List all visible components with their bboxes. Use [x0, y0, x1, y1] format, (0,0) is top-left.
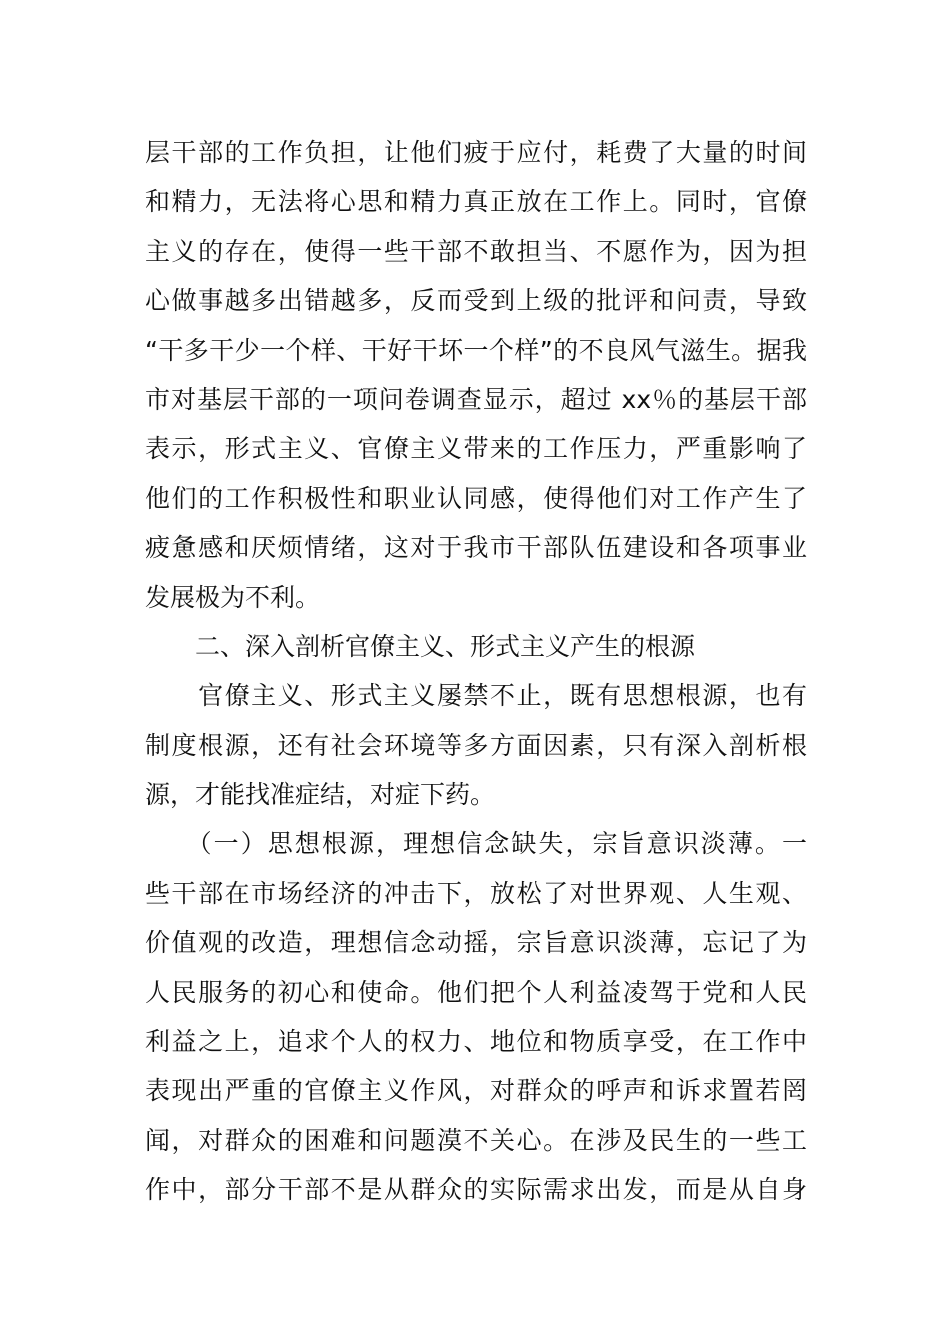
text-line: 利益之上，追求个人的权力、地位和物质享受，在工作中 [145, 1027, 807, 1057]
text-line: 疲惫感和厌烦情绪，这对于我市干部队伍建设和各项事业 [145, 533, 807, 563]
subsection-heading-line: （一）思想根源，理想信念缺失，宗旨意识淡薄。一 [145, 829, 807, 859]
text-line: 市对基层干部的一项问卷调查显示，超过 xx％的基层干部 [145, 384, 807, 414]
text-line: 表现出严重的官僚主义作风，对群众的呼声和诉求置若罔 [145, 1076, 807, 1106]
body-text [145, 128, 807, 1215]
paragraph-end-line: 发展极为不利。 [145, 582, 321, 612]
text-line: 制度根源，还有社会环境等多方面因素，只有深入剖析根 [145, 730, 807, 760]
text-line: “干多干少一个样、干好干坏一个样”的不良风气滋生。据我 [145, 335, 807, 365]
text-line: 闻，对群众的困难和问题漠不关心。在涉及民生的一些工 [145, 1125, 807, 1155]
text-line: 人民服务的初心和使命。他们把个人利益凌驾于党和人民 [145, 977, 807, 1007]
text-line: 和精力，无法将心思和精力真正放在工作上。同时，官僚 [145, 187, 807, 217]
text-line: 作中，部分干部不是从群众的实际需求出发，而是从自身 [145, 1175, 807, 1205]
text-line: 表示，形式主义、官僚主义带来的工作压力，严重影响了 [145, 434, 807, 464]
text-line: 主义的存在，使得一些干部不敢担当、不愿作为，因为担 [145, 236, 807, 266]
paragraph-end-line: 源，才能找准症结，对症下药。 [145, 780, 496, 810]
text-line: 心做事越多出错越多，反而受到上级的批评和问责，导致 [145, 286, 807, 316]
section-heading: 二、深入剖析官僚主义、形式主义产生的根源 [145, 631, 696, 661]
text-line: 官僚主义、形式主义屡禁不止，既有思想根源，也有 [145, 681, 807, 711]
text-line: 价值观的改造，理想信念动摇，宗旨意识淡薄，忘记了为 [145, 928, 807, 958]
text-line: 层干部的工作负担，让他们疲于应付，耗费了大量的时间 [145, 138, 807, 167]
text-line: 些干部在市场经济的冲击下，放松了对世界观、人生观、 [145, 878, 807, 908]
text-line: 他们的工作积极性和职业认同感，使得他们对工作产生了 [145, 483, 807, 513]
